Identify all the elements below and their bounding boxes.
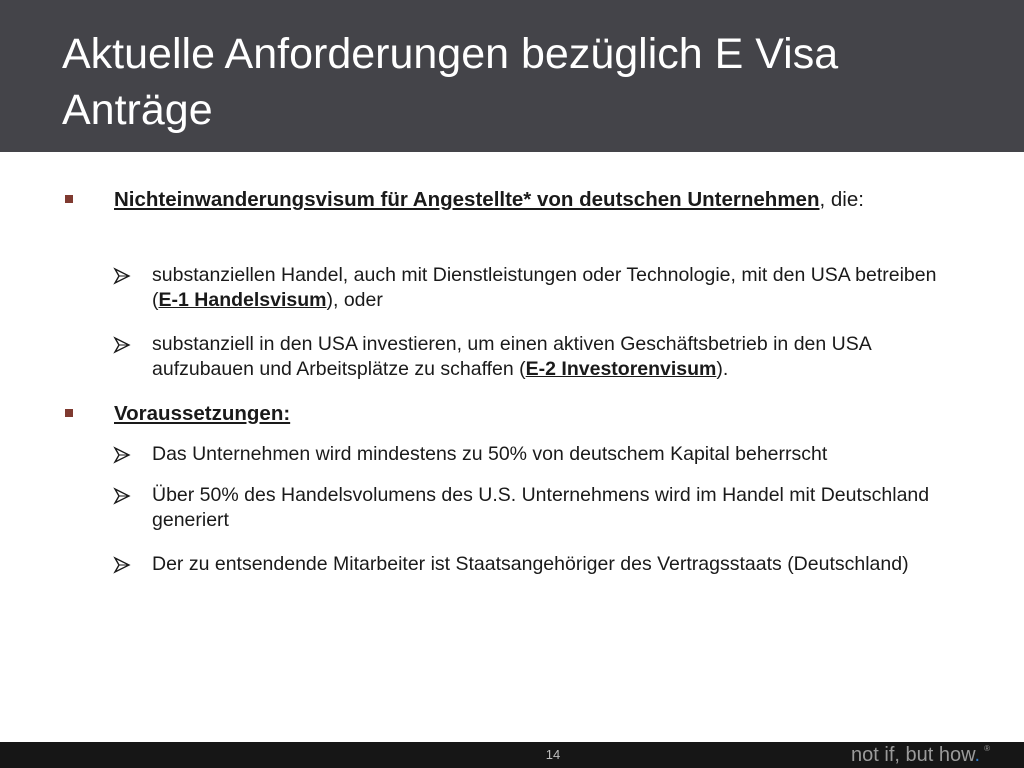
visa-type-e2: E-2 Investorenvisum	[525, 358, 717, 380]
bullet-suffix: , die:	[819, 188, 864, 211]
brand-tagline	[851, 743, 980, 767]
bullet-heading: Nichteinwanderungsvisum für Angestellte* von deutschen Unternehmen	[114, 188, 820, 211]
sub-bullet-text-end: ).	[716, 358, 729, 380]
sub-bullet-trade-volume	[152, 483, 952, 533]
arrow-bullet-icon	[112, 555, 132, 575]
sub-bullet-text-end: ), oder	[326, 289, 383, 311]
sub-bullet-e1	[152, 263, 952, 313]
bullet-requirements	[114, 400, 874, 427]
sub-bullet-e2	[152, 332, 952, 382]
arrow-bullet-icon	[112, 445, 132, 465]
tagline-text: not if, but how	[851, 744, 975, 766]
sub-bullet-text: Der zu entsendende Mitarbeiter ist Staatsangehöriger des Vertragsstaats (Deutschland)	[152, 553, 909, 575]
sub-bullet-nationality	[152, 552, 952, 577]
sub-bullet-text: Das Unternehmen wird mindestens zu 50% von deutschem Kapital beherrscht	[152, 443, 828, 465]
arrow-bullet-icon	[112, 335, 132, 355]
arrow-bullet-icon	[112, 486, 132, 506]
sub-bullet-text: substanziellen Handel, auch mit Dienstleistungen oder Technologie, mit den USA betreiben (	[152, 264, 937, 311]
slide-title: Aktuelle Anforderungen bezüglich E Visa Anträge	[62, 30, 839, 134]
sub-bullet-capital	[152, 442, 952, 467]
registered-mark: ®	[984, 744, 990, 753]
visa-type-e1: E-1 Handelsvisum	[158, 289, 327, 311]
bullet-heading: Voraussetzungen:	[114, 402, 291, 425]
sub-bullet-text: Über 50% des Handelsvolumens des U.S. Unternehmens wird im Handel mit Deutschland generiert	[152, 484, 930, 531]
title-bar	[0, 0, 1024, 152]
arrow-bullet-icon	[112, 266, 132, 286]
tagline-dot: .	[974, 744, 980, 766]
page-number: 14	[545, 747, 561, 762]
square-bullet-icon	[65, 409, 73, 417]
square-bullet-icon	[65, 195, 73, 203]
sub-bullet-text: substanziell in den USA investieren, um einen aktiven Geschäftsbetrieb in den USA aufzubauen und Arbeitsplätze zu schaffen (	[152, 333, 871, 380]
footer-bar	[0, 742, 1024, 768]
bullet-visa-definition	[114, 186, 874, 213]
